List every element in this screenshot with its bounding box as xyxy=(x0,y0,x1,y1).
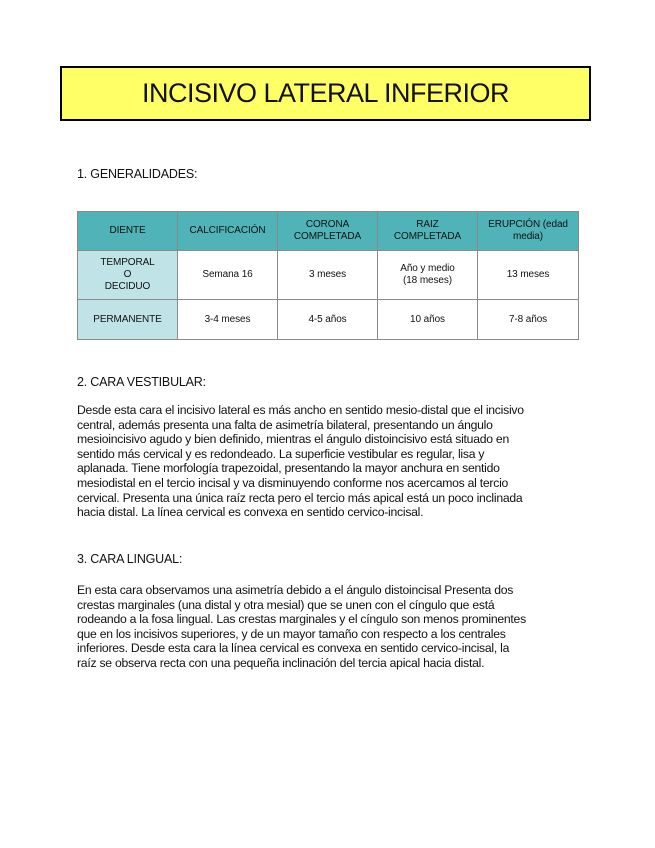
text-line: hacia distal. La línea cervical es convexa en sentido cervico-incisal. xyxy=(77,505,424,520)
table-row-permanente xyxy=(78,300,579,340)
section-heading-generalidades: 1. GENERALIDADES: xyxy=(77,167,198,181)
text-line: mesiodistal en el tercio incisal y va disminuyendo conforme nos acercamos al tercio xyxy=(77,475,509,490)
cell-temporal-raiz: Año y medio (18 meses) xyxy=(378,251,478,300)
cell-permanente-corona: 4-5 años xyxy=(278,300,378,340)
header-diente: DIENTE xyxy=(78,212,178,251)
text-line: inferiores. Desde esta cara la línea cervical es convexa en sentido cervico-incisal, la xyxy=(77,641,510,656)
text-line: En esta cara observamos una asimetría debido a el ángulo distoincisal Presenta dos xyxy=(77,583,514,597)
paragraph-vestibular xyxy=(77,403,577,520)
cell-permanente-erupcion: 7-8 años xyxy=(478,300,579,340)
cell-temporal-calcificacion: Semana 16 xyxy=(178,251,278,300)
cell-permanente-calcificacion: 3-4 meses xyxy=(178,300,278,340)
cell-temporal-corona: 3 meses xyxy=(278,251,378,300)
title-banner xyxy=(60,66,591,121)
header-erupcion: ERUPCIÓN (edad media) xyxy=(478,212,579,251)
text-line: sentido más cervical y es redondeado. La superficie vestibular es regular, lisa y xyxy=(77,446,485,461)
header-corona: CORONA COMPLETADA xyxy=(278,212,378,251)
text-line: que en los incisivos superiores, y de un mayor tamaño con respecto a los centrales xyxy=(77,626,506,641)
text-line: Desde esta cara el incisivo lateral es más ancho en sentido mesio-distal que el incisivo xyxy=(77,403,524,417)
section-heading-vestibular: 2. CARA VESTIBULAR: xyxy=(77,375,206,389)
page-title: INCISIVO LATERAL INFERIOR xyxy=(141,78,510,108)
text-line: rodeando a la fosa lingual. Las crestas marginales y el cíngulo son menos prominentes xyxy=(77,612,526,627)
text-line: central, además presenta una falta de asimetría bilateral, presentando un ángulo xyxy=(77,417,493,432)
table-row-temporal xyxy=(78,251,579,300)
header-raiz: RAIZ COMPLETADA xyxy=(378,212,478,251)
text-line: mesioincisivo agudo y bien definido, mientras el ángulo distoincisivo está situado en xyxy=(77,432,509,447)
row-label-temporal: TEMPORAL O DECIDUO xyxy=(78,251,178,300)
development-table xyxy=(77,211,579,340)
text-line: crestas marginales (una distal y otra mesial) que se unen con el cíngulo que está xyxy=(77,597,495,612)
cell-permanente-raiz: 10 años xyxy=(378,300,478,340)
text-line: raíz se observa recta con una pequeña inclinación del tercia apical hacia distal. xyxy=(77,655,485,670)
paragraph-lingual xyxy=(77,583,577,671)
table-header-row xyxy=(78,212,579,251)
header-calcificacion: CALCIFICACIÓN xyxy=(178,212,278,251)
section-heading-lingual: 3. CARA LINGUAL: xyxy=(77,552,183,566)
row-label-permanente: PERMANENTE xyxy=(78,300,178,340)
text-line: aplanada. Tiene morfología trapezoidal, presentando la mayor anchura en sentido xyxy=(77,461,500,476)
text-line: cervical. Presenta una única raíz recta pero el tercio más apical está un poco inclinada xyxy=(77,490,523,505)
cell-temporal-erupcion: 13 meses xyxy=(478,251,579,300)
